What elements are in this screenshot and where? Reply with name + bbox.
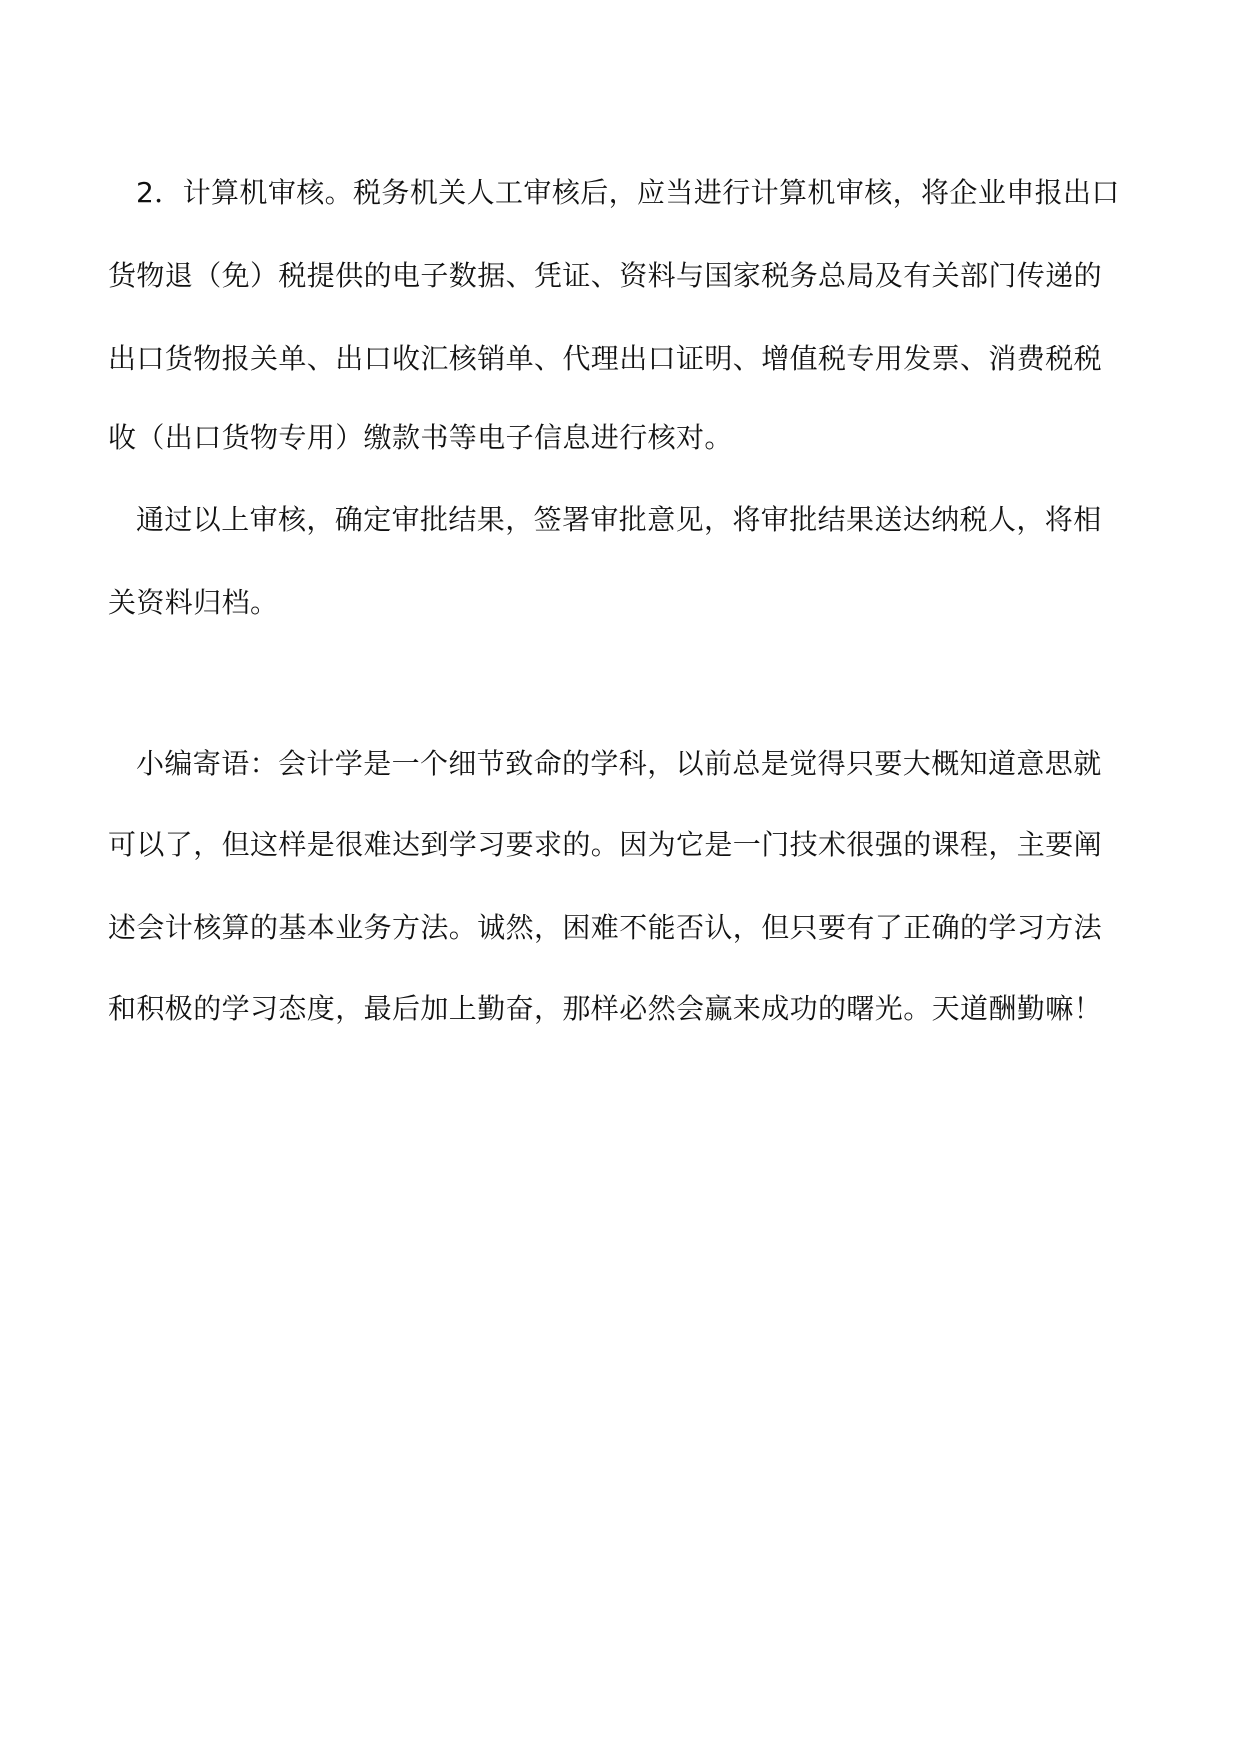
paragraph-line: 关资料归档。 (108, 586, 279, 619)
paragraph-line: 通过以上审核，确定审批结果，签署审批意见，将审批结果送达纳税人，将相 (136, 503, 1102, 536)
paragraph-line: 述会计核算的基本业务方法。诚然，困难不能否认，但只要有了正确的学习方法 (108, 911, 1103, 944)
paragraph-line: 和积极的学习态度，最后加上勤奋，那样必然会赢来成功的曙光。天道酬勤嘛！ (108, 992, 1103, 1025)
paragraph-line: 2．计算机审核。税务机关人工审核后，应当进行计算机审核，将企业申报出口 (136, 176, 1120, 209)
paragraph-line: 出口货物报关单、出口收汇核销单、代理出口证明、增值税专用发票、消费税税 (108, 342, 1103, 375)
paragraph-line: 小编寄语：会计学是一个细节致命的学科，以前总是觉得只要大概知道意思就 (136, 747, 1102, 780)
paragraph-line: 可以了，但这样是很难达到学习要求的。因为它是一门技术很强的课程，主要阐 (108, 828, 1103, 861)
paragraph-line: 收（出口货物专用）缴款书等电子信息进行核对。 (108, 421, 733, 454)
paragraph-line: 货物退（免）税提供的电子数据、凭证、资料与国家税务总局及有关部门传递的 (108, 259, 1103, 292)
